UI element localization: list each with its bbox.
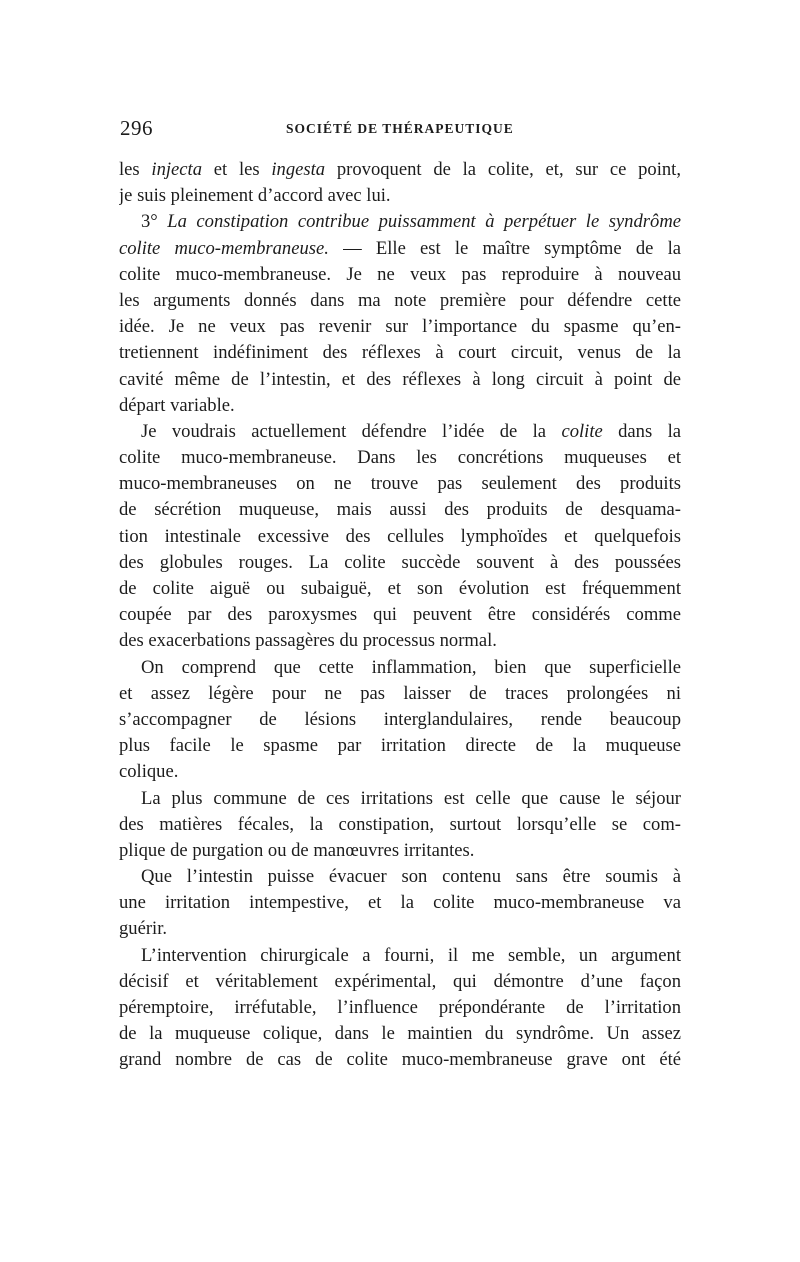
italic-text-segment: ingesta — [271, 159, 326, 180]
text-segment: muco-membraneuses on ne trouve pas seulement des produits — [119, 473, 681, 495]
italic-text-segment: colite muco-membraneuse. — [119, 237, 329, 259]
text-segment: On comprend que cette inflammation, bien que superficielle — [141, 656, 681, 678]
italic-text-segment: La constipation contribue puissamment à perpétuer le syndrôme — [167, 211, 681, 233]
text-segment: des exacerbations passagères du processus normal. — [119, 630, 497, 652]
text-line — [119, 445, 681, 471]
text-segment: les arguments donnés dans ma note première pour défendre cette — [119, 289, 681, 311]
text-line — [119, 419, 681, 445]
text-segment: provoquent de la colite, et, sur ce point, — [325, 159, 681, 180]
text-line — [119, 157, 681, 183]
text-segment: — Elle est le maître symptôme de la — [328, 237, 681, 259]
text-line — [119, 969, 681, 995]
text-line — [119, 288, 681, 314]
text-line — [119, 995, 681, 1021]
text-line — [119, 733, 681, 759]
text-line — [119, 890, 681, 916]
text-line — [119, 602, 681, 628]
text-line — [119, 786, 681, 812]
text-segment: et les — [202, 159, 272, 180]
body-text — [119, 157, 681, 1074]
text-segment: plique de purgation ou de manœuvres irritantes. — [119, 839, 475, 861]
text-segment: grand nombre de cas de colite muco-membraneuse grave ont été — [119, 1049, 681, 1071]
text-segment: péremptoire, irréfutable, l’influence prépondérante de l’irritation — [119, 997, 681, 1018]
text-segment: les — [119, 159, 152, 180]
text-line — [119, 314, 681, 340]
text-line — [119, 1047, 681, 1073]
text-line — [119, 655, 681, 681]
text-segment: cavité même de l’intestin, et des réflexes à long circuit à point de — [119, 368, 681, 390]
text-line — [119, 759, 681, 785]
text-segment: tion intestinale excessive des cellules lymphoïdes et quelquefois — [119, 525, 681, 547]
text-line — [119, 367, 681, 393]
italic-text-segment: injecta — [151, 159, 203, 180]
text-line — [119, 812, 681, 838]
text-segment: colique. — [119, 761, 179, 783]
text-segment: plus facile le spasme par irritation directe de la muqueuse — [119, 735, 681, 757]
text-line — [119, 576, 681, 602]
text-segment: Que l’intestin puisse évacuer son contenu sans être soumis à — [141, 866, 681, 888]
text-line — [119, 236, 681, 262]
text-line — [119, 707, 681, 733]
text-segment: idée. Je ne veux pas revenir sur l’importance du spasme qu’en- — [119, 316, 681, 338]
italic-text-segment: colite — [561, 420, 603, 442]
text-line — [119, 471, 681, 497]
text-line — [119, 183, 681, 209]
text-line — [119, 209, 681, 235]
text-line — [119, 497, 681, 523]
text-line — [119, 838, 681, 864]
text-line — [119, 943, 681, 969]
text-segment: décisif et véritablement expérimental, qui démontre d’une façon — [119, 970, 681, 992]
text-line — [119, 864, 681, 890]
text-segment: des globules rouges. La colite succède souvent à des poussées — [119, 551, 681, 573]
text-line — [119, 393, 681, 419]
text-segment: guérir. — [119, 918, 168, 940]
text-line — [119, 681, 681, 707]
text-line — [119, 1021, 681, 1047]
text-segment: dans la — [602, 420, 681, 442]
text-segment: je suis pleinement d’accord avec lui. — [119, 185, 391, 207]
page-header — [120, 116, 680, 144]
text-line — [119, 262, 681, 288]
text-segment: de colite aiguë ou subaiguë, et son évolution est fréquemment — [119, 578, 681, 599]
text-segment: coupée par des paroxysmes qui peuvent être considérés comme — [119, 604, 681, 626]
text-segment: départ variable. — [119, 394, 235, 416]
text-segment: s’accompagner de lésions interglandulaires, rende beaucoup — [119, 708, 681, 730]
text-segment: colite muco-membraneuse. Je ne veux pas reproduire à nouveau — [119, 263, 681, 285]
text-line — [119, 550, 681, 576]
text-segment: de sécrétion muqueuse, mais aussi des produits de desquama- — [119, 499, 681, 521]
text-line — [119, 340, 681, 366]
text-segment: tretiennent indéfiniment des réflexes à court circuit, venus de la — [119, 342, 681, 364]
running-title: SOCIÉTÉ DE THÉRAPEUTIQUE — [286, 121, 514, 136]
text-segment: des matières fécales, la constipation, surtout lorsqu’elle se com- — [119, 813, 681, 835]
text-segment: de la muqueuse colique, dans le maintien du syndrôme. Un assez — [119, 1023, 681, 1045]
text-segment: La plus commune de ces irritations est celle que cause le séjour — [141, 787, 681, 809]
text-segment: 3° — [141, 211, 168, 233]
page-number: 296 — [120, 116, 153, 140]
text-segment: L’intervention chirurgicale a fourni, il me semble, un argument — [141, 944, 681, 966]
text-line — [119, 916, 681, 942]
text-segment: une irritation intempestive, et la colite muco-membraneuse va — [119, 892, 681, 914]
text-segment: et assez légère pour ne pas laisser de traces prolongées ni — [119, 682, 681, 704]
text-line — [119, 524, 681, 550]
text-line — [119, 628, 681, 654]
text-segment: colite muco-membraneuse. Dans les concrétions muqueuses et — [119, 447, 681, 469]
text-segment: Je voudrais actuellement défendre l’idée de la — [141, 420, 562, 442]
